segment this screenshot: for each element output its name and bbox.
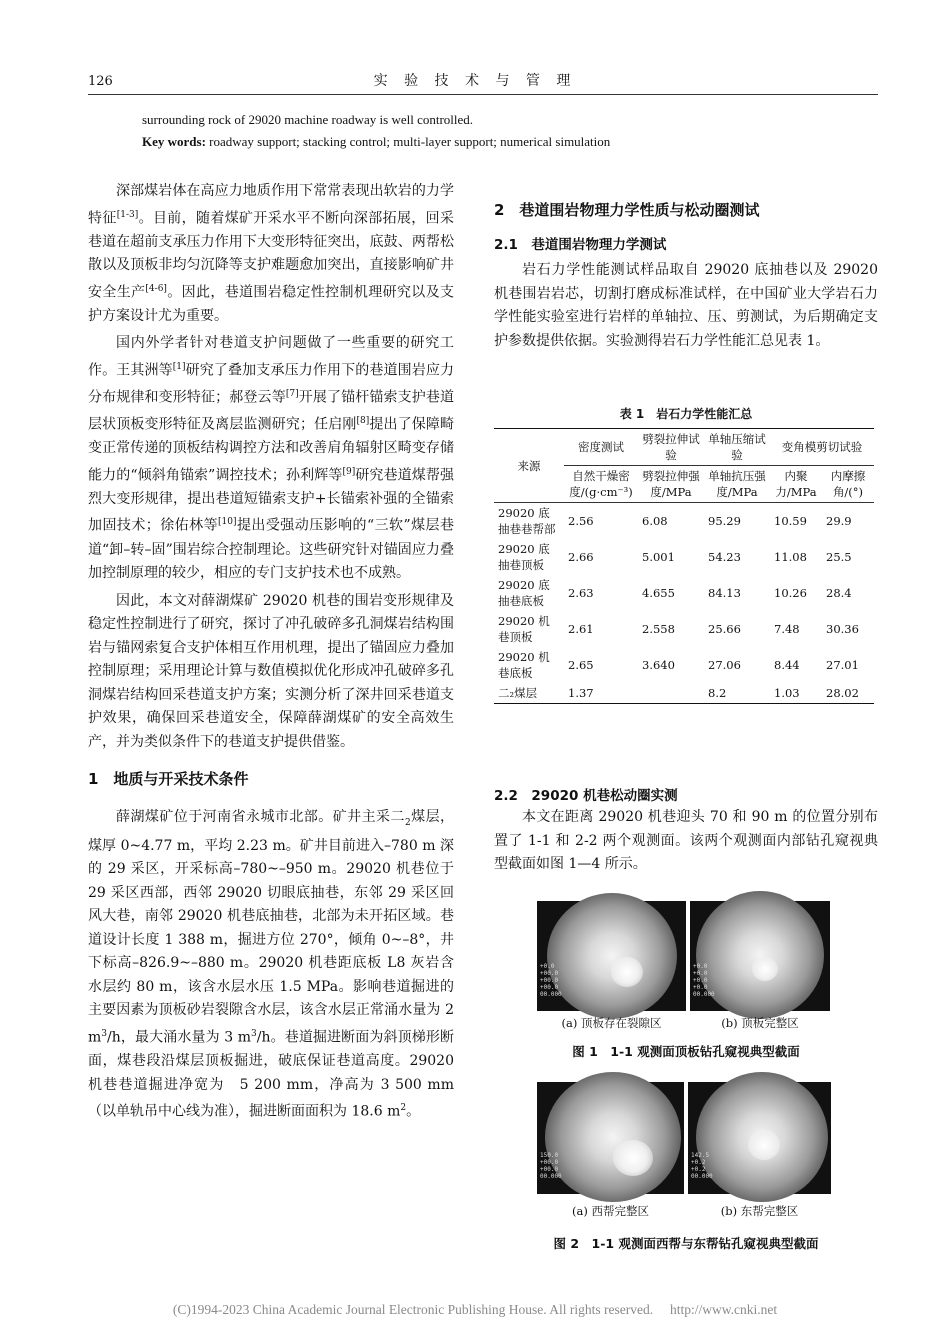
borehole-view [696, 891, 824, 1019]
borehole-view [545, 1072, 681, 1202]
header-density: 密度测试 [564, 429, 638, 466]
table-row: 29020 机巷顶板 2.61 2.558 25.66 7.48 30.36 [498, 614, 859, 644]
table-row: 29020 底抽巷巷帮部 2.56 6.08 95.29 10.59 29.9 [498, 506, 852, 536]
header-compress: 单轴压缩试验 [704, 429, 770, 466]
intro-paragraph-3: 因此，本文对薛湖煤矿 29020 机巷的围岩变形规律及稳定性控制进行了研究，探讨了冲孔破碎多孔洞煤岩结构围岩与锚网索复合支护体相互作用机理，提出了锚固应力叠加控制原理；采用理论计算与数值模拟优化形成冲孔破碎多孔洞煤岩结构回采巷道支护方案；实测分析了深井回采巷道支护效果，确保回采巷道安全，保障薛湖煤矿的安全高效生产，并为类似条件下的巷道支护提供借鉴。 [88, 592, 454, 750]
journal-title: 实 验 技 术 与 管 理 [373, 73, 577, 89]
copyright-footer: (C)1994-2023 China Academic Journal Electronic Publishing House. All rights reserved. http://www.cnki.net [172, 1302, 778, 1317]
figure-2a-image [537, 1082, 684, 1194]
figure-2-caption: 图 2 1-1 观测面西帮与东帮钻孔窥视典型截面 [553, 1236, 819, 1251]
table-1 [494, 428, 874, 704]
overlay-readout: 150.0 +00.0 +00.0 00.000 [540, 1152, 562, 1180]
abstract-en [142, 109, 862, 153]
section-1-title: 1 地质与开采技术条件 [88, 770, 249, 789]
left-column [88, 180, 454, 1126]
header-source: 来源 [494, 429, 564, 503]
figure-1a-caption: (a) 顶板存在裂隙区 [561, 1016, 662, 1030]
table-row: 二₂煤层 1.37 8.2 1.03 28.02 [494, 683, 874, 704]
overlay-readout: +0.0 +0.0 +0.0 +0.0 00.000 [693, 963, 715, 998]
figure-2a-caption: (a) 西帮完整区 [572, 1204, 649, 1218]
page-number: 126 [88, 74, 113, 89]
overlay-readout: 142.5 +0.2 +0.2 00.000 [691, 1152, 713, 1180]
section-2-title: 2 巷道围岩物理力学性质与松动圈测试 [494, 201, 760, 219]
header-rule [88, 94, 878, 95]
keywords-line [142, 131, 862, 153]
light-spot [748, 1130, 780, 1160]
figure-2b-image [688, 1082, 831, 1194]
section-2-2-text: 本文在距离 29020 机巷迎头 70 和 90 m 的位置分别布置了 1-1 和 2-2 两个观测面。该两个观测面内部钻孔窥视典型截面如图 1—4 所示。 [494, 809, 878, 872]
subheader-compress: 单轴抗压强度/MPa [704, 466, 770, 503]
table-row: 29020 底抽巷底板 2.63 4.655 84.13 10.26 28.4 [498, 578, 852, 608]
light-spot [613, 1140, 653, 1176]
figure-1-caption: 图 1 1-1 观测面顶板钻孔窥视典型截面 [572, 1044, 800, 1059]
section-2-2-title: 2.2 29020 机巷松动圈实测 [494, 788, 678, 804]
light-spot [752, 957, 778, 981]
figure-1a-image [537, 901, 686, 1011]
figure-1b-caption: (b) 顶板完整区 [721, 1016, 799, 1030]
section-1-paragraph: 薛湖煤矿位于河南省永城市北部。矿井主采二$_2$煤层，煤厚 0~4.77 m，平均 2.23 m。矿井目前进入–780 m 深的 29 采区，开采标高–780~–950 m。29020 机巷位于 29 采区西部，西邻 29020 切眼底抽巷，东邻 29 采区回风大巷，南邻 29020 机巷底抽巷，北部为未开拓区域。巷道设计长度 1 388 m，掘进方位 270°，倾角 0~–8°，井下标高–826.9~–880 m。29020 机巷距底板 L8 灰岩含水层约 80 m，该含水层水压 1.5 MPa。影响巷道掘进的主要因素为顶板砂岩裂隙含水层，该含水层正常涌水量为 2 $m^3/h$，最大涌水量为 3 $m^3/h$。巷道掘进断面为斜顶梯形断面，煤巷段沿煤层顶板掘进，破底保证巷道高度。29020 机巷巷道掘进净宽为 5 200 mm，净高为 3 500 mm（以单轨吊中心线为准），掘进断面面积为 18.6 $m^2$。 [88, 808, 455, 1120]
intro-paragraph-2: 国内外学者针对巷道支护问题做了一些重要的研究工作。王其洲等[1]研究了叠加支承压力作用下的巷道围岩应力分布规律和变形特征；郝登云等[7]开展了锚杆锚索支护巷道层状顶板变形特征及离层监测研究；任启刚[8]提出了保障畸变正常传递的顶板结构调控方法和改善肩角辐射区畸变存储能力的“倾斜角锚索”调控技术；孙利辉等[9]研究巷道煤帮强烈大变形规律，提出巷道短锚索支护+长锚索补强的全锚索加固技术；徐佑林等[10]提出受强动压影响的“三软”煤层巷道“卸–转–固”围岩综合控制理论。这些研究针对锚固应力叠加控制原理的较少，相应的专门支护技术也不成熟。 [88, 335, 455, 582]
intro-paragraph-1: 深部煤岩体在高应力地质作用下常常表现出软岩的力学特征[1-3]。目前，随着煤矿开采水平不断向深部拓展，回采巷道在超前支承压力作用下大变形特征突出，底鼓、两帮松散以及顶板非均匀沉降等支护难题愈加突出，直接影响矿井安全生产[4-6]。因此，巷道围岩稳定性控制机理研究以及支护方案设计尤为重要。 [88, 183, 455, 324]
table-row: 29020 机巷底板 2.65 3.640 27.06 8.44 27.01 [498, 650, 859, 680]
subheader-tensile: 劈裂拉伸强度/MPa [638, 466, 704, 503]
section-2-1-text: 岩石力学性能测试样品取自 29020 底抽巷以及 29020 机巷围岩岩芯，切割打磨成标准试样，在中国矿业大学岩石力学性能实验室进行岩样的单轴拉、压、剪测试，为后期确定支护参数提供依据。实验测得岩石力学性能汇总见表 1。 [494, 262, 878, 349]
keywords-label: Key words: [142, 134, 206, 149]
abstract-tail: surrounding rock of 29020 machine roadway is well controlled. [142, 112, 474, 127]
header-shear: 变角模剪切试验 [770, 429, 874, 466]
subheader-cohesion: 内聚力/MPa [770, 466, 822, 503]
overlay-readout: +0.0 +00.0 +00.0 +00.0 00.000 [540, 963, 562, 998]
figure-1b-image [690, 901, 830, 1011]
table-row: 29020 底抽巷顶板 2.66 5.001 54.23 11.08 25.5 [498, 542, 852, 572]
table-1-title: 表 1 岩石力学性能汇总 [619, 407, 753, 421]
borehole-view [547, 893, 677, 1019]
section-2-1-title: 2.1 巷道围岩物理力学测试 [494, 237, 667, 253]
subheader-friction: 内摩擦角/(°) [822, 466, 874, 503]
keywords: roadway support; stacking control; multi-layer support; numerical simulation [209, 134, 611, 149]
header-tensile: 劈裂拉伸试验 [638, 429, 704, 466]
figure-2b-caption: (b) 东帮完整区 [720, 1204, 799, 1218]
subheader-density: 自然干燥密度/(g·cm⁻³) [564, 466, 638, 503]
light-spot [611, 957, 643, 987]
